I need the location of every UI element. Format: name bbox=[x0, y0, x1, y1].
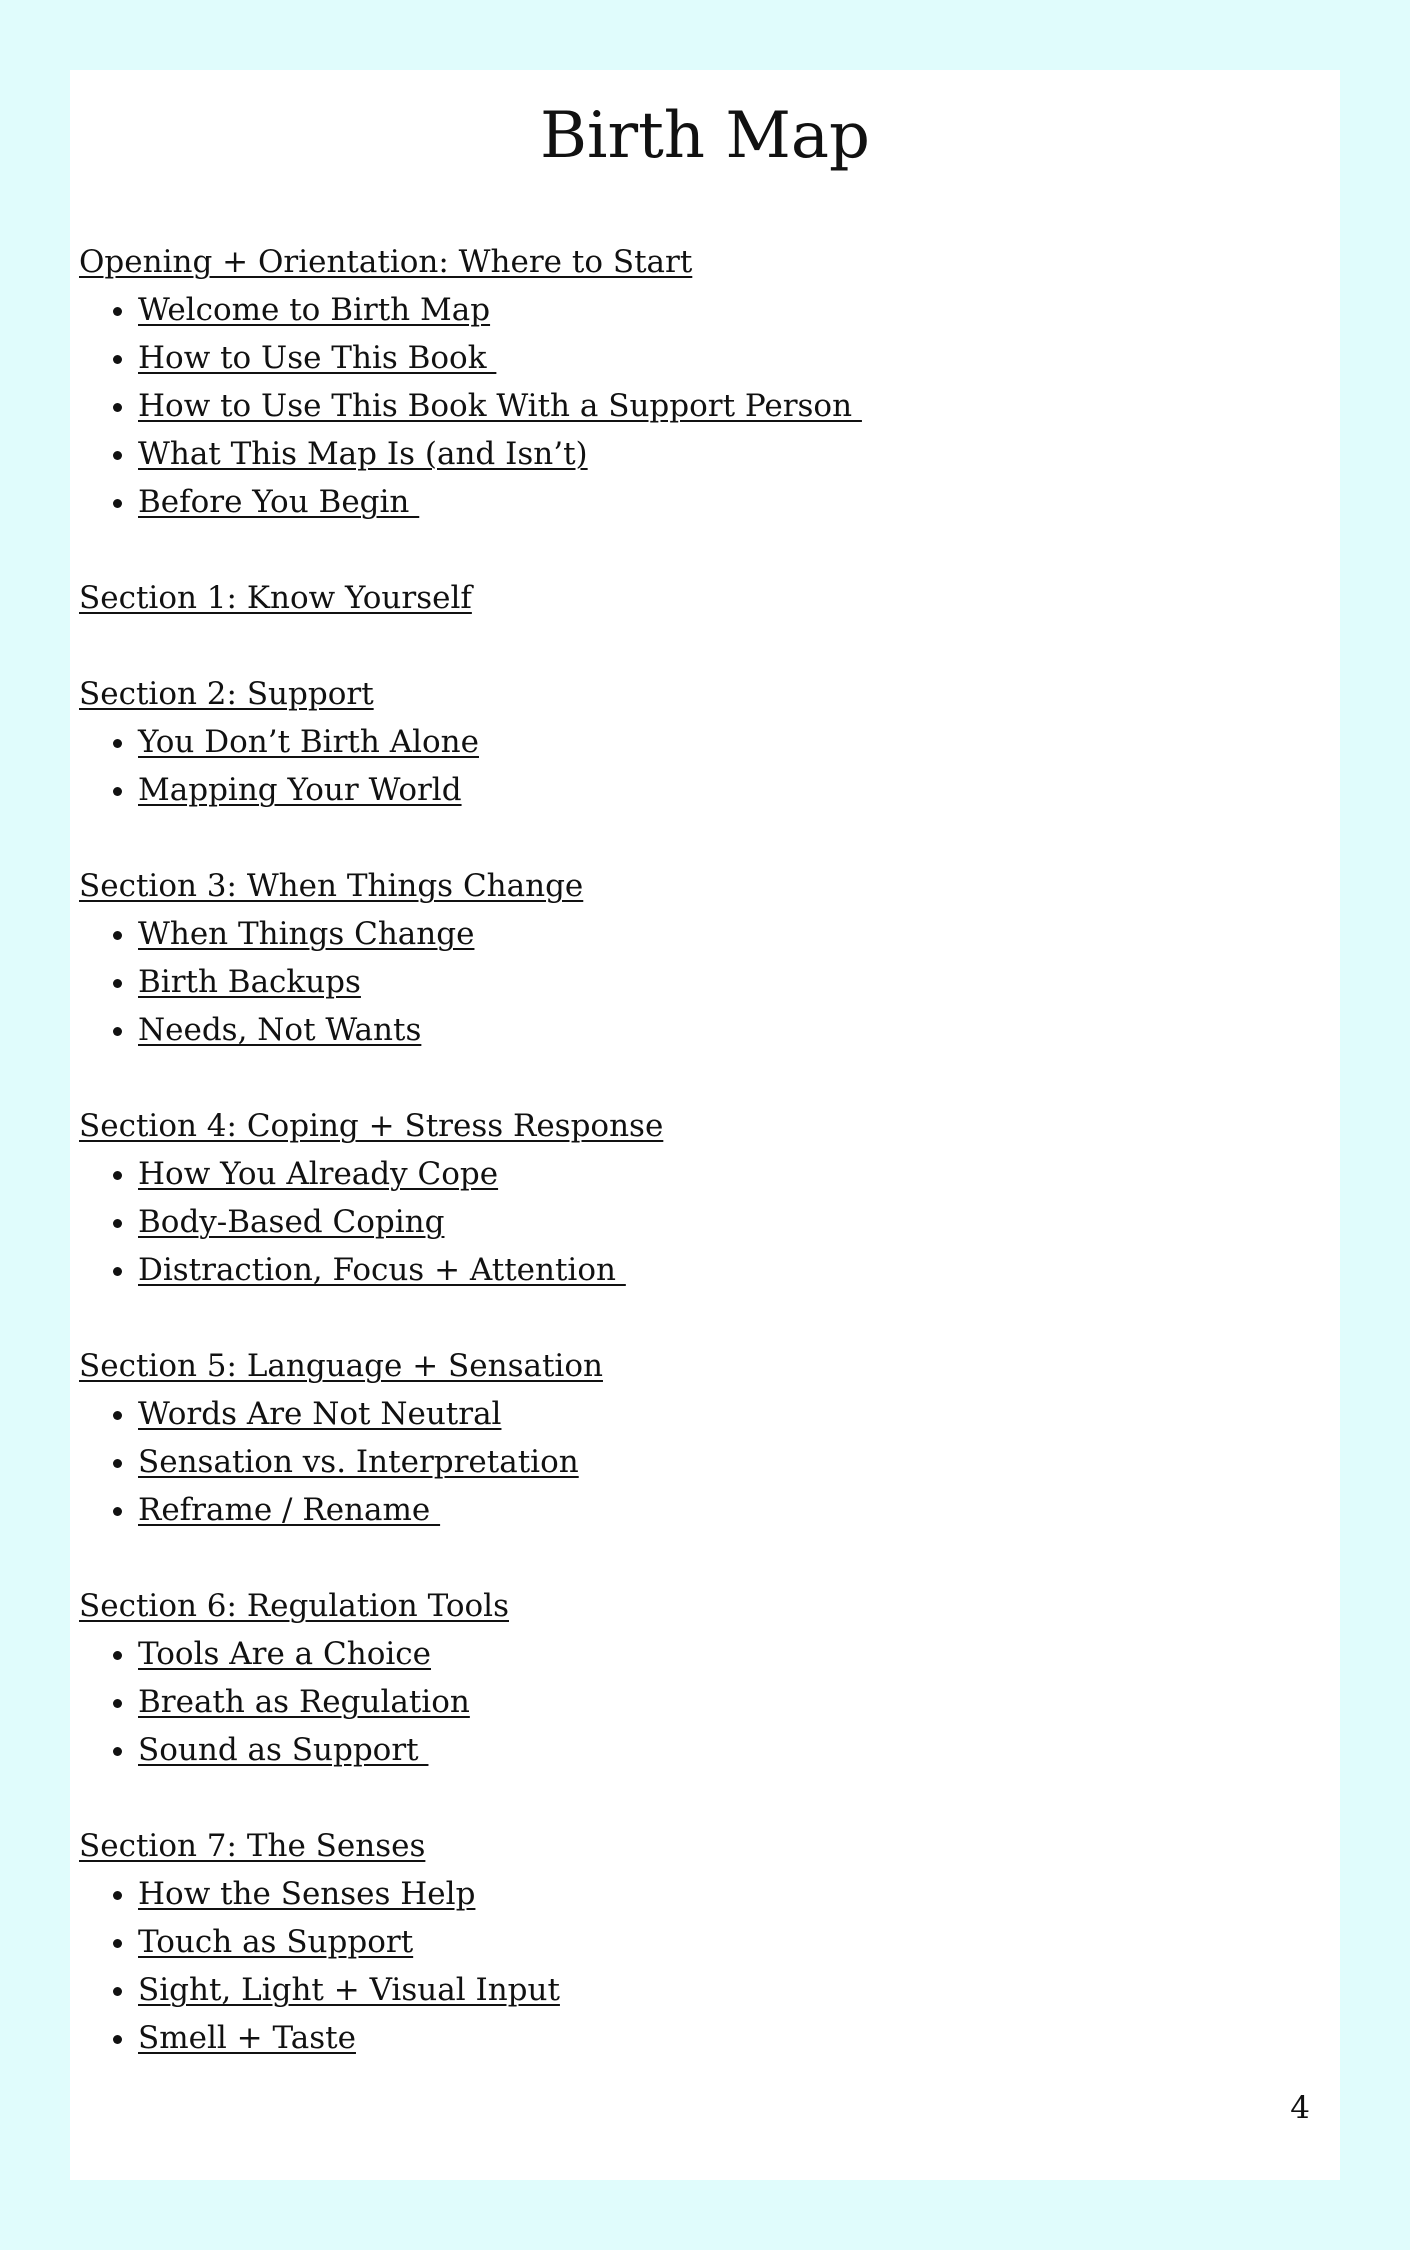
toc-list-item bbox=[79, 1966, 1319, 2014]
toc-item-link[interactable]: Before You Begin bbox=[138, 484, 420, 520]
toc-item-list bbox=[79, 286, 1319, 526]
document-page bbox=[70, 70, 1340, 2180]
toc-list-item bbox=[79, 1630, 1319, 1678]
toc-item-list bbox=[79, 1870, 1319, 2062]
toc-item-list bbox=[79, 1630, 1319, 1774]
toc-item-link[interactable]: Body-Based Coping bbox=[138, 1204, 445, 1240]
bullet-icon bbox=[113, 739, 122, 748]
toc-item-link[interactable]: Sound as Support bbox=[138, 1732, 429, 1768]
bullet-icon bbox=[113, 1651, 122, 1660]
toc-section bbox=[79, 1102, 1319, 1294]
toc-list-item bbox=[79, 430, 1319, 478]
toc-section-heading-link[interactable]: Section 1: Know Yourself bbox=[79, 580, 472, 616]
toc-item-link[interactable]: When Things Change bbox=[138, 916, 475, 952]
toc-section bbox=[79, 238, 1319, 526]
bullet-icon bbox=[113, 1171, 122, 1180]
toc-section-heading-link[interactable]: Section 7: The Senses bbox=[79, 1828, 426, 1864]
bullet-icon bbox=[113, 451, 122, 460]
toc-section bbox=[79, 574, 1319, 622]
bullet-icon bbox=[113, 1939, 122, 1948]
bullet-icon bbox=[113, 1987, 122, 1996]
bullet-icon bbox=[113, 1219, 122, 1228]
toc-list-item bbox=[79, 1198, 1319, 1246]
toc-item-link[interactable]: Birth Backups bbox=[138, 964, 361, 1000]
toc-section bbox=[79, 1822, 1319, 2062]
table-of-contents bbox=[79, 238, 1319, 2110]
bullet-icon bbox=[113, 403, 122, 412]
toc-list-item bbox=[79, 2014, 1319, 2062]
bullet-icon bbox=[113, 1507, 122, 1516]
bullet-icon bbox=[113, 1027, 122, 1036]
bullet-icon bbox=[113, 1411, 122, 1420]
toc-section-heading-link[interactable]: Section 4: Coping + Stress Response bbox=[79, 1108, 664, 1144]
toc-list-item bbox=[79, 958, 1319, 1006]
toc-list-item bbox=[79, 286, 1319, 334]
toc-list-item bbox=[79, 1486, 1319, 1534]
toc-list-item bbox=[79, 766, 1319, 814]
page-title: Birth Map bbox=[539, 99, 871, 173]
bullet-icon bbox=[113, 2035, 122, 2044]
bullet-icon bbox=[113, 499, 122, 508]
toc-list-item bbox=[79, 382, 1319, 430]
toc-item-link[interactable]: How the Senses Help bbox=[138, 1876, 476, 1912]
toc-section-heading-link[interactable]: Section 3: When Things Change bbox=[79, 868, 584, 904]
bullet-icon bbox=[113, 1747, 122, 1756]
toc-section bbox=[79, 1342, 1319, 1534]
toc-item-link[interactable]: Breath as Regulation bbox=[138, 1684, 470, 1720]
toc-item-link[interactable]: Smell + Taste bbox=[138, 2020, 356, 2056]
bullet-icon bbox=[113, 931, 122, 940]
bullet-icon bbox=[113, 307, 122, 316]
toc-section bbox=[79, 1582, 1319, 1774]
toc-section bbox=[79, 862, 1319, 1054]
toc-item-link[interactable]: Touch as Support bbox=[138, 1924, 414, 1960]
toc-item-link[interactable]: Words Are Not Neutral bbox=[138, 1396, 502, 1432]
toc-item-link[interactable]: Distraction, Focus + Attention bbox=[138, 1252, 626, 1288]
toc-item-link[interactable]: Sight, Light + Visual Input bbox=[138, 1972, 560, 2008]
toc-item-list bbox=[79, 1150, 1319, 1294]
bullet-icon bbox=[113, 1891, 122, 1900]
toc-list-item bbox=[79, 478, 1319, 526]
toc-list-item bbox=[79, 334, 1319, 382]
toc-item-link[interactable]: What This Map Is (and Isn’t) bbox=[138, 436, 588, 472]
toc-list-item bbox=[79, 1870, 1319, 1918]
bullet-icon bbox=[113, 1699, 122, 1708]
toc-item-list bbox=[79, 1390, 1319, 1534]
toc-item-link[interactable]: How to Use This Book bbox=[138, 340, 497, 376]
toc-list-item bbox=[79, 718, 1319, 766]
toc-list-item bbox=[79, 1918, 1319, 1966]
bullet-icon bbox=[113, 979, 122, 988]
toc-section-heading-link[interactable]: Section 5: Language + Sensation bbox=[79, 1348, 603, 1384]
toc-item-list bbox=[79, 718, 1319, 814]
toc-item-link[interactable]: Tools Are a Choice bbox=[138, 1636, 431, 1672]
toc-list-item bbox=[79, 1390, 1319, 1438]
toc-list-item bbox=[79, 1726, 1319, 1774]
bullet-icon bbox=[113, 355, 122, 364]
bullet-icon bbox=[113, 1267, 122, 1276]
toc-item-link[interactable]: Mapping Your World bbox=[138, 772, 462, 808]
toc-section-heading-link[interactable]: Section 6: Regulation Tools bbox=[79, 1588, 509, 1624]
toc-section-heading-link[interactable]: Section 2: Support bbox=[79, 676, 374, 712]
toc-item-link[interactable]: Reframe / Rename bbox=[138, 1492, 441, 1528]
toc-list-item bbox=[79, 1246, 1319, 1294]
toc-list-item bbox=[79, 1006, 1319, 1054]
toc-list-item bbox=[79, 1678, 1319, 1726]
bullet-icon bbox=[113, 1459, 122, 1468]
toc-list-item bbox=[79, 1438, 1319, 1486]
toc-list-item bbox=[79, 1150, 1319, 1198]
toc-item-list bbox=[79, 910, 1319, 1054]
page-number: 4 bbox=[1290, 2090, 1310, 2126]
toc-item-link[interactable]: How You Already Cope bbox=[138, 1156, 499, 1192]
toc-item-link[interactable]: Sensation vs. Interpretation bbox=[138, 1444, 579, 1480]
toc-item-link[interactable]: Needs, Not Wants bbox=[138, 1012, 422, 1048]
toc-item-link[interactable]: You Don’t Birth Alone bbox=[138, 724, 479, 760]
toc-item-link[interactable]: Welcome to Birth Map bbox=[138, 292, 491, 328]
toc-list-item bbox=[79, 910, 1319, 958]
toc-item-link[interactable]: How to Use This Book With a Support Person bbox=[138, 388, 862, 424]
toc-section bbox=[79, 670, 1319, 814]
toc-section-heading-link[interactable]: Opening + Orientation: Where to Start bbox=[79, 244, 693, 280]
bullet-icon bbox=[113, 787, 122, 796]
